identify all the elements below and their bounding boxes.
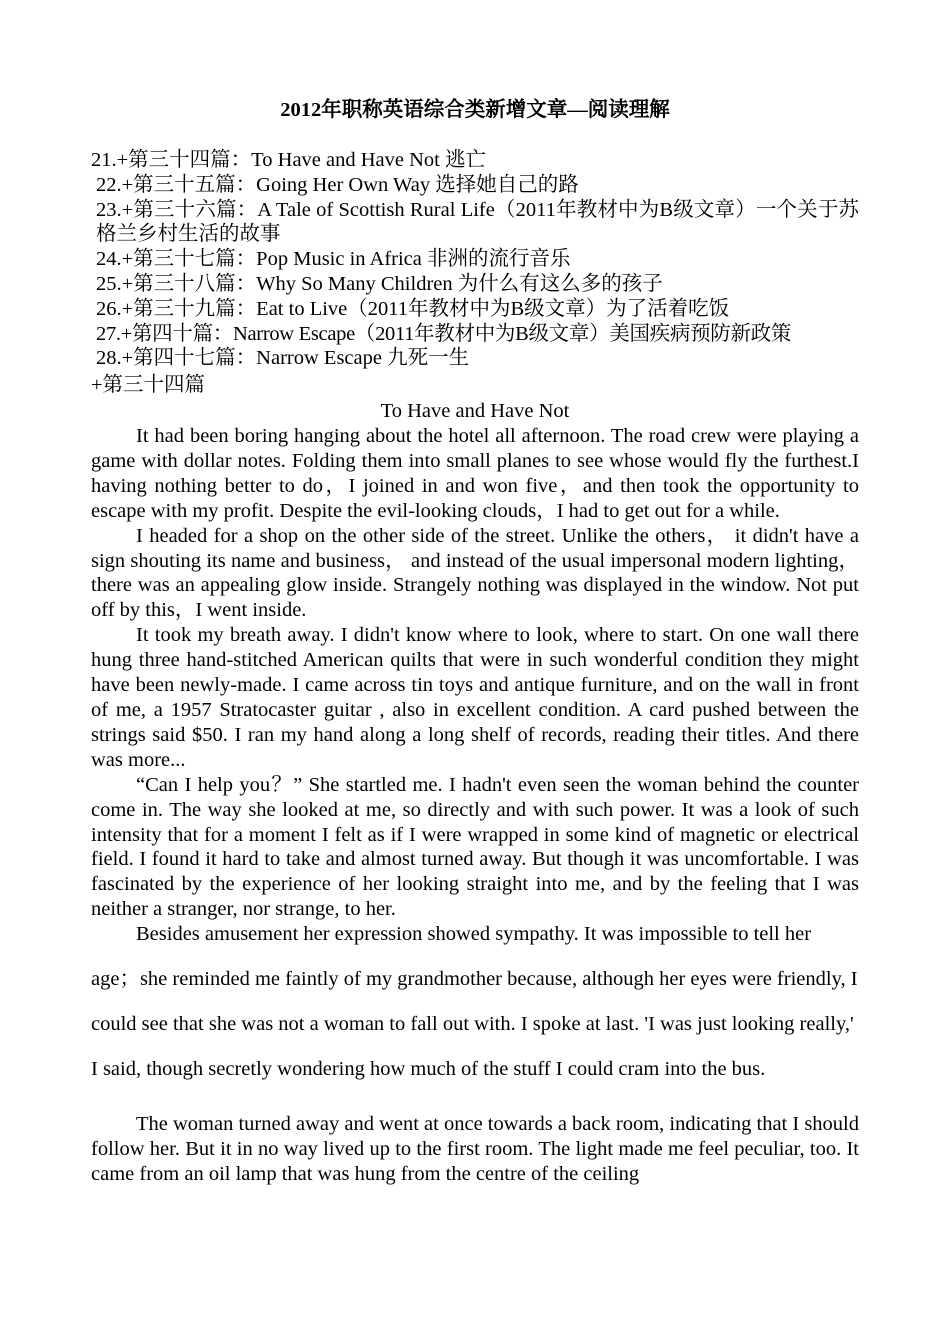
toc-item: 22.+第三十五篇：Going Her Own Way 选择她自己的路 [96,173,579,196]
article-paragraph: The woman turned away and went at once towards a back room, indicating that I should follow her. But it in no way lived up to the first room. The light made me feel peculiar, too. It came from an oil lamp that was hung from the centre of the ceiling [91,1112,859,1185]
toc-item: 25.+第三十八篇：Why So Many Children 为什么有这么多的孩子 [96,272,663,295]
toc-item: 26.+第三十九篇：Eat to Live（2011年教材中为B级文章）为了活着吃饭 [96,297,730,320]
toc-item: 23.+第三十六篇：A Tale of Scottish Rural Life（2011年教材中为B级文章）一个关于苏格兰乡村生活的故事 [96,198,859,246]
toc-item: 24.+第三十七篇：Pop Music in Africa 非洲的流行音乐 [96,248,571,271]
toc-item: 27.+第四十篇：Narrow Escape（2011年教材中为B级文章）美国疾病预防新政策 [96,322,792,345]
article-body [91,424,859,1186]
article-title: To Have and Have Not [380,400,570,422]
article-paragraph: It had been boring hanging about the hotel all afternoon. The road crew were playing a game with dollar notes. Folding them into small planes to see whose would fly the furthest.I having nothing better to do，I joined in and won five，and then took the opportunity to escape with my profit. Despite the evil-looking clouds，I had to get out for a while. [91,425,859,522]
toc-item: 28.+第四十七篇：Narrow Escape 九死一生 [96,347,470,370]
table-of-contents [91,148,859,371]
article-paragraph: Besides amusement her expression showed sympathy. It was impossible to tell her age；she reminded me faintly of my grandmother because, although her eyes were friendly, I could see that she was not a woman to fall out with. I spoke at last. 'I was just looking really,' I said, though secretly wondering how much of the stuff I could cram into the bus. [91,923,858,1080]
article-paragraph: It took my breath away. I didn't know where to look, where to start. On one wall there hung three hand-stitched American quilts that were in such wonderful condition they might have been newly-made. I came across tin toys and antique furniture, and on the wall in front of me, a 1957 Stratocaster guitar , also in excellent condition. A card pushed between the strings said $50. I ran my hand along a long shelf of records, reading their titles. And there was more... [91,624,859,771]
section-heading: +第三十四篇 [91,374,206,396]
article-paragraph: I headed for a shop on the other side of the street. Unlike the others， it didn't have a sign shouting its name and business， and instead of the usual impersonal modern lighting， there was an appealing glow inside. Strangely nothing was displayed in the window. Not put off by this，I went inside. [91,524,859,622]
article-paragraph: “Can I help you？” She startled me. I hadn't even seen the woman behind the counter come in. The way she looked at me, so directly and with such power. It was a look of such intensity that for a moment I felt as if I were wrapped in some kind of magnetic or electrical field. I found it hard to take and almost turned away. But though it was uncomfortable. I was fascinated by the experience of her looking straight into me, and by the feeling that I was neither a stranger, nor strange, to her. [91,773,859,921]
document-title: 2012年职称英语综合类新增文章—阅读理解 [280,99,670,121]
toc-item: 21.+第三十四篇：To Have and Have Not 逃亡 [91,149,487,171]
